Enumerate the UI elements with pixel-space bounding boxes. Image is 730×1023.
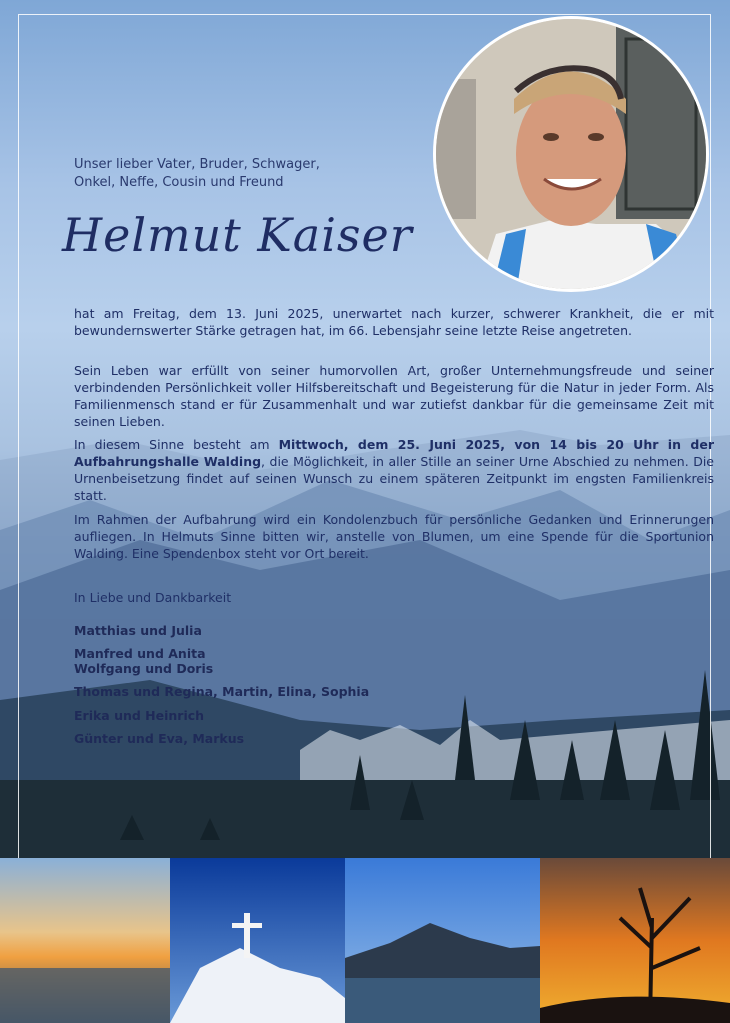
mourner-name: Matthias und Julia — [74, 623, 202, 638]
paragraph-death-notice: hat am Freitag, dem 13. Juni 2025, unerwartet nach kurzer, schwerer Krankheit, die er mit bewundernswerter Stärke getragen hat, im 66. Lebensjahr seine letzte Reise angetreten. — [74, 306, 714, 338]
farewell-date-location: Mittwoch, dem 25. Juni 2025, von 14 bis 20 Uhr in der Aufbahrungshalle Walding — [74, 437, 714, 469]
farewell-text-end: , die Möglichkeit, in aller Stille an seiner Urne Abschied zu nehmen. Die Urnenbeisetzung findet auf seinen Wunsch zu einem späteren Zeitpunkt im engsten Familienkreis statt. — [74, 454, 714, 503]
paragraph-farewell — [74, 436, 714, 504]
paragraph-life: Sein Leben war erfüllt von seiner humorvollen Art, großer Unternehmungsfreude und seiner verbindenden Persönlichkeit voller Hilfsbereitschaft und Begeisterung für die Natur in jeder Form. Als Familienmensch stand er für Zusammenhalt und war zutiefst dankbar für die gemeinsame Zeit mit seinen Lieben. — [74, 363, 714, 429]
farewell-text-start: In diesem Sinne besteht am — [74, 437, 279, 452]
intro-line-1: Unser lieber Vater, Bruder, Schwager, — [74, 157, 320, 172]
mourner-name: Manfred und Anita — [74, 646, 206, 661]
mourner-name: Wolfgang und Doris — [74, 661, 214, 676]
portrait-photo — [433, 16, 709, 292]
mourner-name: Günter und Eva, Markus — [74, 731, 245, 746]
mourner-name: Erika und Heinrich — [74, 708, 205, 723]
photo-strip — [0, 858, 730, 1023]
deceased-name: Helmut Kaiser — [62, 208, 413, 262]
closing-line: In Liebe und Dankbarkeit — [74, 590, 232, 605]
intro-line-2: Onkel, Neffe, Cousin und Freund — [74, 175, 284, 190]
mourner-name: Thomas und Regina, Martin, Elina, Sophia — [74, 684, 370, 699]
intro-text — [74, 156, 394, 192]
paragraph-condolence: Im Rahmen der Aufbahrung wird ein Kondolenzbuch für persönliche Gedanken und Erinnerungen aufliegen. In Helmuts Sinne bitten wir, anstelle von Blumen, um eine Spende für die Sportunion Walding. Eine Spendenbox steht vor Ort bereit. — [74, 512, 714, 561]
